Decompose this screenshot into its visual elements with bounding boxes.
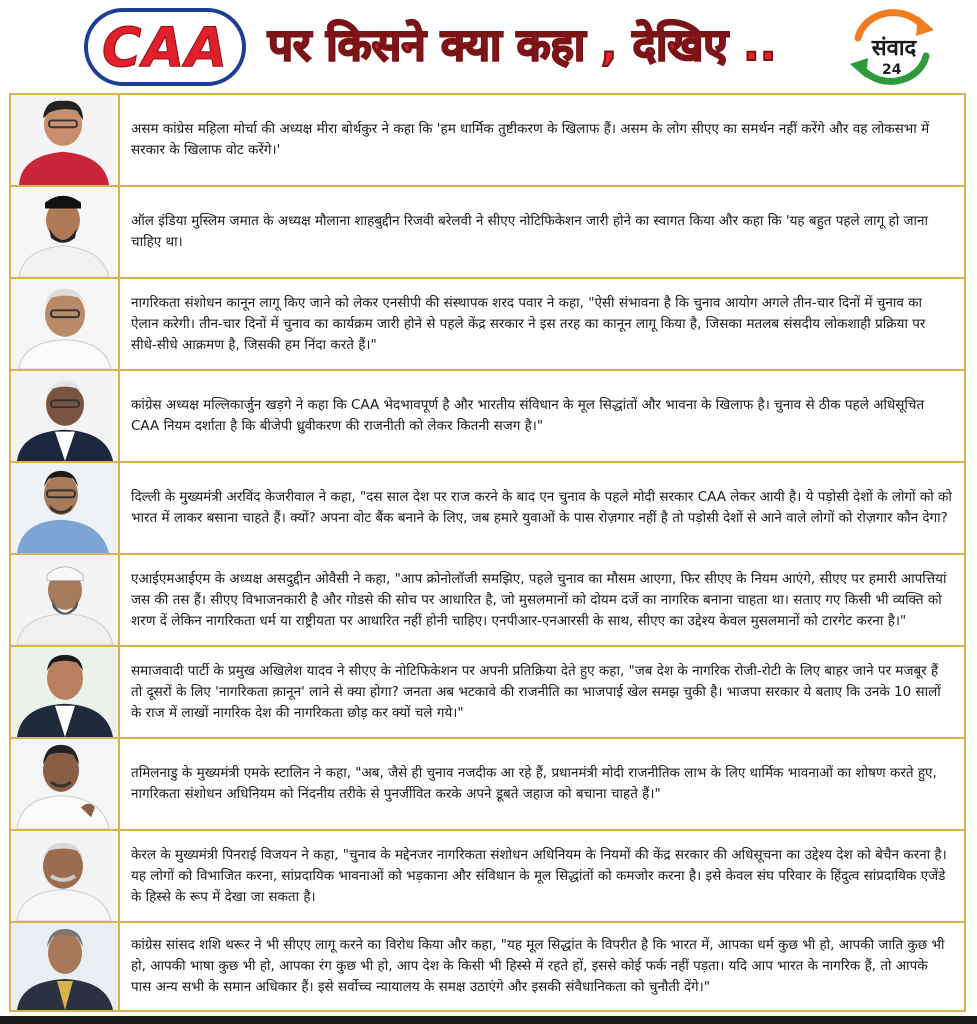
statement-row: [11, 739, 964, 831]
statement-text: कांग्रेस अध्यक्ष मल्लिकार्जुन खड़गे ने कहा कि CAA भेदभावपूर्ण है और भारतीय संविधान के मूल सिद्धांतों और भावना के खिलाफ है। चुनाव से ठीक पहले अधिसूचित CAA नियम दर्शाता है कि बीजेपी ध्रुवीकरण की राजनीती को लेकर कितनी सजग है।": [131, 397, 925, 434]
page-headline: पर किसने क्या कहा , देखिए ..: [268, 20, 777, 71]
person-portrait-icon: [11, 923, 118, 1010]
statement-text: दिल्ली के मुख्यमंत्री अरविंद केजरीवाल ने कहा, "दस साल देश पर राज करने के बाद एन चुनाव के पहले मोदी सरकार CAA लेकर आयी है। ये पड़ोसी देशों के लोगों को को भारत में लाकर बसाना चाहते हैं। क्यों? अपना वोट बैंक बनाने के लिए, जब हमारे युवाओं के पास रोज़गार नहीं है तो पड़ोसी देशों से आने वाले लोगों को रोज़गार कौन देगा?: [131, 489, 952, 526]
statement-row: [11, 371, 964, 463]
photo-cell: [11, 463, 120, 553]
person-portrait-icon: [11, 831, 118, 921]
statement-row: [11, 95, 964, 187]
statement-row: [11, 923, 964, 1010]
statement-row: [11, 555, 964, 647]
person-portrait-icon: [11, 739, 118, 829]
statement-text: ऑल इंडिया मुस्लिम जमात के अध्यक्ष मौलाना शाहबुद्दीन रिजवी बरेलवी ने सीएए नोटिफिकेशन जारी होने का स्वागत किया और कहा कि 'यह बहुत पहले लागू हो जाना चाहिए था।: [131, 213, 929, 250]
photo-cell: [11, 371, 120, 461]
person-portrait-icon: [11, 279, 118, 369]
photo-cell: [11, 279, 120, 369]
photo-cell: [11, 831, 120, 921]
person-portrait-icon: [11, 95, 118, 185]
statement-text: एआईएमआईएम के अध्यक्ष असदुद्दीन ओवैसी ने कहा, "आप क्रोनोलॉजी समझिए, पहले चुनाव का मौसम आएगा, फिर सीएए के नियम आएंगे, सीएए पर हमारी आपत्तियां जस की तस हैं। सीएए विभाजनकारी है और गोडसे की सोच पर आधारित है, जो मुसलमानों को दोयम दर्जे का नागरिक बनाना चाहता था। सताए गए किसी भी व्यक्ति को शरण दें लेकिन नागरिकता धर्म या राष्ट्रीयता पर आधारित नहीं होनी चाहिए। एनपीआर-एनआरसी के साथ, सीएए का उद्देश्य केवल मुसलमानों को टारगेट करना है।": [131, 570, 947, 629]
caa-logo: [84, 8, 246, 86]
statement-text: नागरिकता संशोधन कानून लागू किए जाने को लेकर एनसीपी की संस्थापक शरद पवार ने कहा, "ऐसी संभावना है कि चुनाव आयोग अगले तीन-चार दिनों में चुनाव का ऐलान करेगी। तीन-चार दिनों में चुनाव का कार्यक्रम जारी होने से पहले केंद्र सरकार ने इस तरह का कानून लागू किया है, जिसका मतलब संसदीय लोकशाही प्रक्रिया पर सीधे-सीधे आक्रमण है, जिसकी हम निंदा करते हैं।": [131, 294, 926, 353]
person-portrait-icon: [11, 463, 118, 553]
photo-cell: [11, 647, 120, 737]
statement-row: [11, 647, 964, 739]
person-portrait-icon: [11, 647, 118, 737]
statement-row: [11, 187, 964, 279]
photo-cell: [11, 923, 120, 1010]
photo-cell: [11, 739, 120, 829]
brand-name: संवाद: [871, 36, 917, 61]
statement-text: असम कांग्रेस महिला मोर्चा की अध्यक्ष मीरा बोर्थकुर ने कहा कि 'हम धार्मिक तुष्टीकरण के खिलाफ हैं। असम के लोग सीएए का समर्थन नहीं करेंगे और वह लोकसभा में सरकार के खिलाफ वोट करेंगे।': [131, 121, 930, 158]
header: [0, 0, 977, 92]
photo-cell: [11, 187, 120, 277]
statement-text: समाजवादी पार्टी के प्रमुख अखिलेश यादव ने सीएए के नोटिफिकेशन पर अपनी प्रतिक्रिया देते हुए कहा, "जब देश के नागरिक रोजी-रोटी के लिए बाहर जाने पर मजबूर हैं तो दूसरों के लिए 'नागरिकता क़ानून' लाने से क्या होगा? जनता अब भटकावे की राजनीति का भाजपाई खेल समझ चुकी है। भाजपा सरकार ये बताए कि उनके 10 सालों के राज में लाखों नागरिक देश की नागरिकता छोड़ कर क्यों चले गये।": [131, 662, 941, 721]
brand-number: 24: [882, 62, 902, 78]
bottom-bar: [0, 1016, 977, 1024]
person-portrait-icon: [11, 187, 118, 277]
statement-text: तमिलनाडु के मुख्यमंत्री एमके स्टालिन ने कहा, "अब, जैसे ही चुनाव नजदीक आ रहे हैं, प्रधानमंत्री मोदी राजनीतिक लाभ के लिए धार्मिक भावनाओं का शोषण करते हुए, नागरिकता संशोधन अधिनियम को निंदनीय तरीके से पुनर्जीवित करके अपने डूबते जहाज को बचाना चाहते हैं।": [131, 765, 937, 802]
statement-text: केरल के मुख्यमंत्री पिनराई विजयन ने कहा, "चुनाव के मद्देनजर नागरिकता संशोधन अधिनियम के नियमों की केंद्र सरकार की अधिसूचना का उद्देश्य देश को बेचैन करना है। यह लोगों को विभाजित करना, सांप्रदायिक भावनाओं को भड़काना और संविधान के मूल सिद्धांतों को कमजोर करना है। इसे केवल संघ परिवार के हिंदुत्व सांप्रदायिक एजेंडे के हिस्से के रूप में देखा जा सकता है।: [131, 846, 947, 905]
person-portrait-icon: [11, 371, 118, 461]
photo-cell: [11, 555, 120, 645]
statements-table: [9, 93, 966, 1012]
photo-cell: [11, 95, 120, 185]
statement-row: [11, 831, 964, 923]
samvad24-logo: [838, 4, 950, 92]
statement-row: [11, 279, 964, 371]
statement-text: कांग्रेस सांसद शशि थरूर ने भी सीएए लागू करने का विरोध किया और कहा, "यह मूल सिद्धांत के विपरीत है कि भारत में, आपका धर्म कुछ भी हो, आपकी जाति कुछ भी हो, आपकी भाषा कुछ भी हो, आपका रंग कुछ भी हो, आप देश के किसी भी हिस्से में रहते हों, इससे कोई फर्क नहीं पड़ता। यदि आप भारत के नागरिक हैं, तो आपके पास अन्य सभी के समान अधिकार हैं। इसे सर्वोच्च न्यायालय के समक्ष उठाएंगे और इसकी संवैधानिकता को चुनौती देंगे।": [131, 937, 945, 995]
person-portrait-icon: [11, 555, 118, 645]
statement-row: [11, 463, 964, 555]
caa-logo-text: CAA: [101, 15, 229, 79]
